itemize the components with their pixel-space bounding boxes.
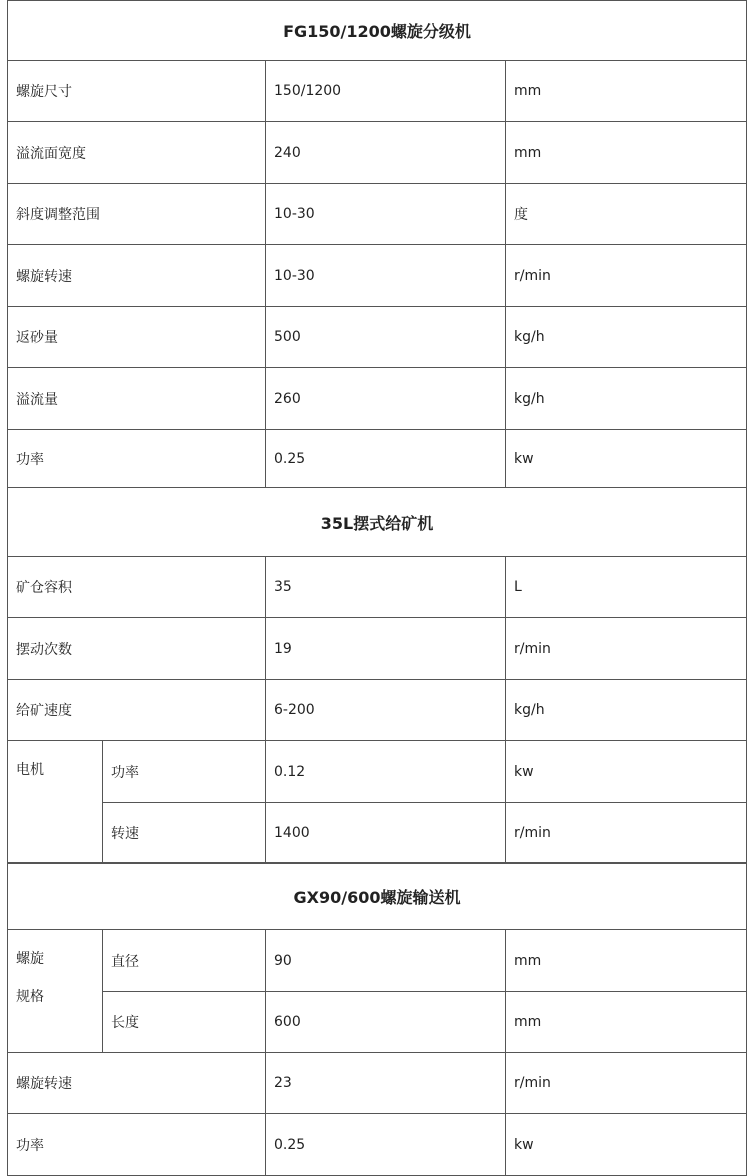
row-value: 240 <box>266 122 506 184</box>
table-row <box>8 430 747 488</box>
table-row <box>8 741 747 803</box>
row-unit: kw <box>506 1114 747 1176</box>
row-value: 1400 <box>266 803 506 864</box>
row-value: 150/1200 <box>266 61 506 122</box>
table-row <box>8 1114 747 1176</box>
row-unit: kg/h <box>506 307 747 368</box>
table-row <box>8 61 747 122</box>
row-label: 螺旋转速 <box>8 245 266 307</box>
row-value: 23 <box>266 1053 506 1114</box>
row-unit: L <box>506 557 747 618</box>
row-label: 功率 <box>8 1114 266 1176</box>
row-value: 90 <box>266 930 506 992</box>
row-label: 溢流面宽度 <box>8 122 266 184</box>
row-value: 10-30 <box>266 184 506 245</box>
row-value: 600 <box>266 992 506 1053</box>
sub-label: 功率 <box>103 741 266 803</box>
table-row <box>8 618 747 680</box>
row-label: 功率 <box>8 430 266 488</box>
classifier-spec-table <box>7 0 747 488</box>
spec-label-line2: 规格 <box>16 989 44 1005</box>
row-value: 35 <box>266 557 506 618</box>
row-unit: r/min <box>506 1053 747 1114</box>
row-value: 0.25 <box>266 430 506 488</box>
table-row <box>8 307 747 368</box>
row-unit: r/min <box>506 803 747 864</box>
row-value: 10-30 <box>266 245 506 307</box>
table-row <box>8 368 747 430</box>
table-title: FG150/1200螺旋分级机 <box>8 1 747 61</box>
row-unit: mm <box>506 61 747 122</box>
row-label: 溢流量 <box>8 368 266 430</box>
table-title: GX90/600螺旋输送机 <box>8 863 747 930</box>
table-row <box>8 803 747 864</box>
row-unit: kg/h <box>506 680 747 741</box>
row-value: 260 <box>266 368 506 430</box>
spec-label <box>8 930 103 1053</box>
row-label: 给矿速度 <box>8 680 266 741</box>
row-unit: kg/h <box>506 368 747 430</box>
row-value: 500 <box>266 307 506 368</box>
row-unit: kw <box>506 430 747 488</box>
table-row <box>8 245 747 307</box>
table-row <box>8 122 747 184</box>
row-unit: mm <box>506 930 747 992</box>
row-label: 摆动次数 <box>8 618 266 680</box>
spec-label-line1: 螺旋 <box>16 951 44 967</box>
row-label: 矿仓容积 <box>8 557 266 618</box>
row-value: 19 <box>266 618 506 680</box>
conveyor-spec-table <box>7 862 747 1176</box>
row-unit: r/min <box>506 618 747 680</box>
row-label: 螺旋转速 <box>8 1053 266 1114</box>
table-row <box>8 680 747 741</box>
feeder-spec-table <box>7 487 747 864</box>
row-label: 斜度调整范围 <box>8 184 266 245</box>
row-unit: mm <box>506 992 747 1053</box>
sub-label: 转速 <box>103 803 266 864</box>
table-row <box>8 1053 747 1114</box>
row-value: 6-200 <box>266 680 506 741</box>
row-unit: kw <box>506 741 747 803</box>
row-unit: r/min <box>506 245 747 307</box>
table-row <box>8 184 747 245</box>
row-label: 返砂量 <box>8 307 266 368</box>
sub-label: 长度 <box>103 992 266 1053</box>
row-value: 0.12 <box>266 741 506 803</box>
table-title: 35L摆式给矿机 <box>8 488 747 557</box>
table-row <box>8 557 747 618</box>
table-row <box>8 930 747 992</box>
table-row <box>8 992 747 1053</box>
row-value: 0.25 <box>266 1114 506 1176</box>
row-unit: mm <box>506 122 747 184</box>
sub-label: 直径 <box>103 930 266 992</box>
row-label: 螺旋尺寸 <box>8 61 266 122</box>
row-unit: 度 <box>506 184 747 245</box>
motor-label: 电机 <box>8 741 103 864</box>
